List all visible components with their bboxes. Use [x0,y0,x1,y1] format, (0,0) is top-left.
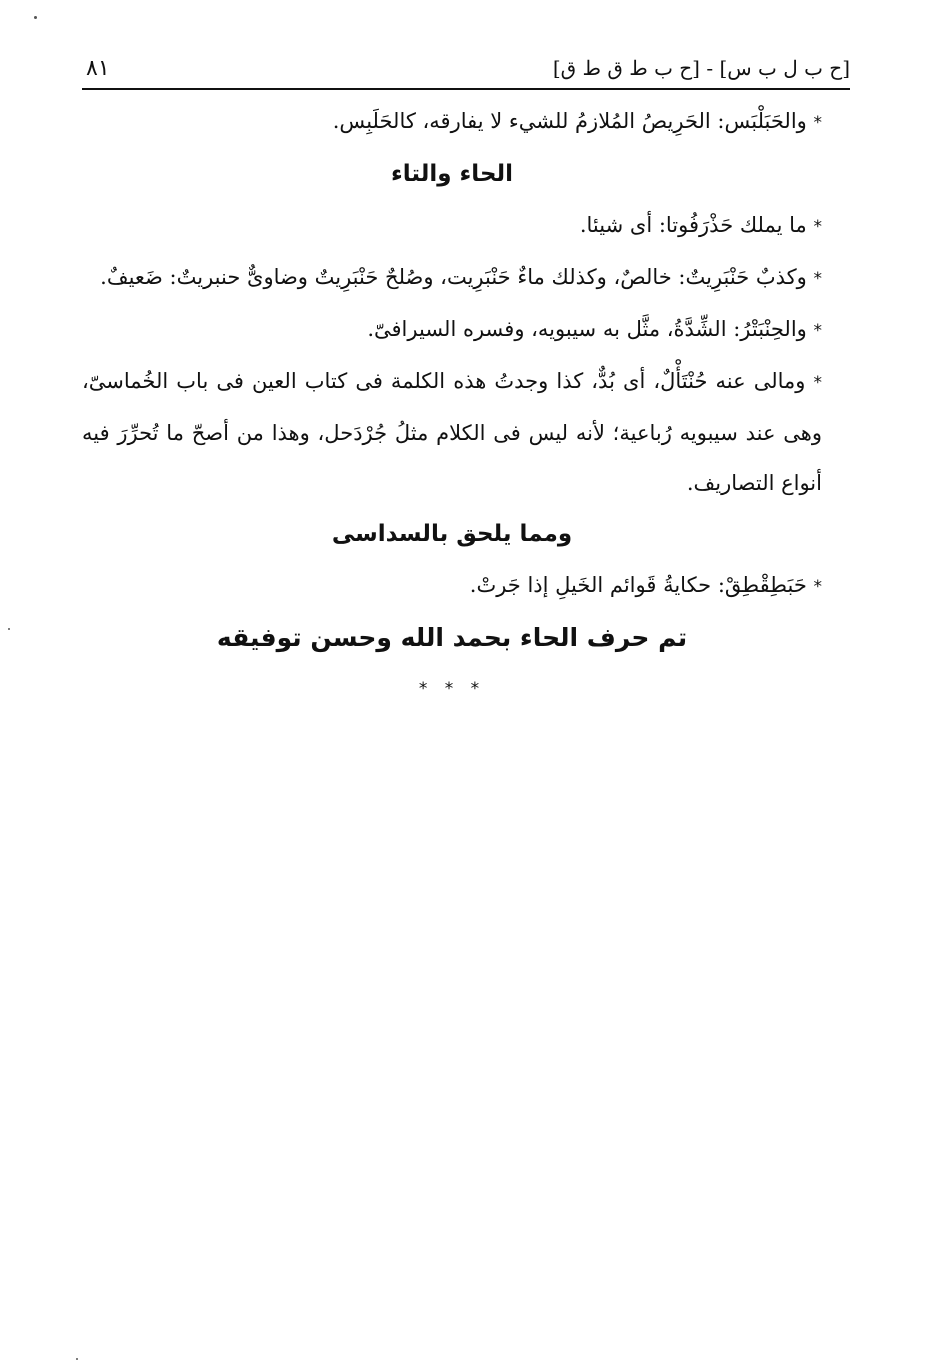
entry-star: * [813,217,822,237]
entry-hadhrafuta [82,200,822,252]
closing-heading: تم حرف الحاء بحمد الله وحسن توفيقه [216,623,688,652]
page-header [82,52,850,90]
ornament-asterisks: * * * [418,679,486,699]
body-text [82,96,822,714]
entry-hanbarit [82,252,822,304]
section-heading-ha-ta: الحاء والتاء [390,161,514,187]
entry-text: ما يملك حَذْرَفُوتا: أى شيئا. [579,213,807,237]
entry-huntaal [82,356,822,508]
entry-habalbas [82,96,822,148]
entry-text: وكذبٌ حَنْبَرِيتٌ: خالصٌ، وكذلك ماءٌ حَنْبَرِيت، وصُلحٌ حَنْبَرِيتٌ وضاوىٌّ حنبريتٌ: ضَعيفٌ. [100,265,807,289]
entry-star: * [813,321,822,341]
page-number: ٨١ [86,56,110,81]
section-heading-sudasi: ومما يلحق بالسداسى [331,521,573,547]
entry-star: * [813,113,822,133]
entry-habatiqtiq [82,560,822,612]
entry-text: والحِنْبَتْرُ: الشِّدَّةُ، مثَّل به سيبويه، وفسره السيرافىّ. [367,317,807,341]
scan-speck [8,628,10,630]
entry-star: * [813,373,822,393]
entry-text: حَبَطِقْطِقْ: حكايةُ قَوائم الخَيلِ إذا جَرتْ. [469,573,807,597]
scan-speck [34,16,37,19]
entry-star: * [813,269,822,289]
entry-text: والحَبَلْبَس: الحَرِيصُ المُلازمُ للشيء لا يفارقه، كالحَلَبِس. [332,109,807,133]
entry-text: ومالى عنه حُنْتَأْلٌ، أى بُدٌّ، كذا وجدتُ هذه الكلمة فى كتاب العين فى باب الخُماسىّ، وهى عند سيبويه رُباعية؛ لأنه ليس فى الكلام مثلُ جُرْدَحل، وهذا من أصحّ ما تُحرِّرَ فيه أنواع التصاريف. [82,369,822,495]
running-head: [ح ب ل ب س] - [ح ب ط ق ط ق] [552,56,850,80]
entry-hinbatr [82,304,822,356]
entry-star: * [813,577,822,597]
scan-speck [76,1358,78,1360]
